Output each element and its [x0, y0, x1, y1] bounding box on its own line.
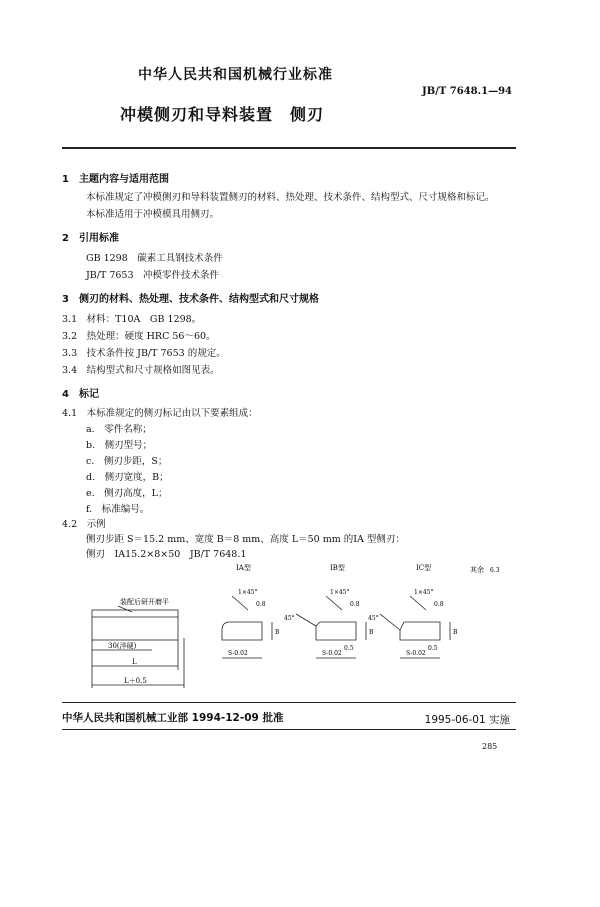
- leader-line: [410, 596, 426, 610]
- dim-L-label: L: [132, 658, 137, 666]
- section-3-heading: 3 侧刃的材料、热处理、技术条件、结构型式和尺寸规格: [62, 294, 319, 305]
- dim-b-ib: B: [369, 629, 374, 636]
- dim-30-label: 30(淬硬): [108, 642, 137, 650]
- item-text: 技术条件按 JB/T 7653 的规定。: [86, 348, 226, 359]
- leader-line: [326, 596, 342, 610]
- list-item: [86, 485, 167, 499]
- dim-s-ib: S-0.02: [322, 650, 342, 657]
- leader-line: [118, 606, 132, 612]
- angle-line: [380, 614, 400, 630]
- type-ic-label: ⅠC型: [416, 564, 432, 572]
- item-number: 3.4: [62, 365, 78, 376]
- type-ib-label: ⅠB型: [330, 564, 345, 572]
- section-1-heading: 1 主题内容与适用范围: [62, 174, 169, 185]
- list-key: d.: [86, 472, 96, 483]
- roughness-ia: 0.8: [256, 601, 266, 608]
- standard-code: JB/T 7648.1—94: [422, 86, 512, 97]
- approval-line: 中华人民共和国机械工业部 1994-12-09 批准: [62, 712, 284, 724]
- example-mark: 侧刃 ⅠA15.2×8×50 JB/T 7648.1: [86, 549, 247, 560]
- list-key: c.: [86, 456, 95, 467]
- example-line: 侧刃步距 S＝15.2 mm、宽度 B＝8 mm、高度 L＝50 mm 的ⅠA 型侧刃：: [86, 534, 405, 545]
- list-value: 零件名称；: [104, 424, 152, 435]
- profile-ia: [222, 622, 262, 640]
- list-item: [86, 421, 152, 435]
- list-value: 标准编号。: [101, 504, 150, 515]
- page-number: 285: [482, 742, 498, 751]
- roughness-ib: 0.8: [350, 601, 360, 608]
- profile-ib: [316, 622, 356, 640]
- issuing-body: 中华人民共和国机械行业标准: [138, 67, 333, 83]
- rest-roughness: 6.3: [490, 567, 500, 574]
- list-key: b.: [86, 440, 96, 451]
- chamfer-ib: 1×45°: [330, 589, 350, 596]
- angle-ic: 45°: [368, 615, 379, 622]
- paragraph-4-2: 4.2 示例: [62, 519, 106, 530]
- list-key: f.: [86, 504, 93, 515]
- section-3-item: [62, 328, 216, 342]
- paragraph-4-1: 4.1 本标准规定的侧刃标记由以下要素组成：: [62, 408, 258, 419]
- list-value: 侧刃型号；: [104, 440, 153, 451]
- angle-ib: 45°: [284, 615, 295, 622]
- section-2-line: GB 1298 碳素工具钢技术条件: [86, 253, 223, 264]
- side-view-body: [92, 610, 178, 640]
- list-value: 侧刃高度，L；: [104, 488, 168, 499]
- footer-rule: [62, 702, 516, 703]
- list-value: 侧刃宽度，B；: [104, 472, 169, 483]
- item-number: 3.2: [62, 331, 78, 342]
- list-item: [86, 469, 169, 483]
- item-text: 热处理：硬度 HRC 56～60。: [86, 331, 216, 342]
- item-text: 材料：T10A GB 1298。: [86, 314, 202, 325]
- implementation-date: 1995-06-01 实施: [424, 714, 510, 726]
- section-3-item: [62, 345, 226, 359]
- section-3-item: [62, 362, 220, 376]
- dim-b-ia: B: [275, 629, 280, 636]
- roughness-ic: 0.8: [434, 601, 444, 608]
- type-ia-label: ⅠA型: [236, 564, 251, 572]
- item-number: 3.1: [62, 314, 78, 325]
- dim-s-ia: S-0.02: [228, 650, 248, 657]
- chamfer-ic: 1×45°: [414, 589, 434, 596]
- item-number: 3.3: [62, 348, 78, 359]
- technical-figure: [0, 560, 600, 710]
- list-key: e.: [86, 488, 95, 499]
- dim-s-ic: S-0.02: [406, 650, 426, 657]
- leader-line: [232, 596, 248, 610]
- list-item: [86, 437, 152, 451]
- item-text: 结构型式和尺寸规格如图见表。: [86, 365, 220, 376]
- chamfer-ia: 1×45°: [238, 589, 258, 596]
- side-view-note: 装配后研开磨平: [120, 598, 169, 606]
- section-2-heading: 2 引用标准: [62, 233, 119, 244]
- profile-ic: [400, 622, 440, 640]
- angle-line: [296, 614, 316, 626]
- list-value: 侧刃步距，S；: [103, 456, 168, 467]
- list-item: [86, 453, 167, 467]
- section-2-line: JB/T 7653 冲模零件技术条件: [86, 270, 220, 281]
- list-key: a.: [86, 424, 95, 435]
- dim-05-ib: 0.5: [344, 645, 354, 652]
- rest-label: 其余: [470, 566, 484, 574]
- section-1-line: 本标准适用于冲模模具用侧刃。: [86, 209, 220, 220]
- section-1-line: 本标准规定了冲模侧刃和导料装置侧刃的材料、热处理、技术条件、结构型式、尺寸规格和标记。: [86, 192, 495, 203]
- header-rule: [62, 147, 516, 149]
- list-item: [86, 501, 149, 515]
- dim-05-ic: 0.5: [428, 645, 438, 652]
- footer-bottom-rule: [62, 729, 516, 730]
- dim-b-ic: B: [453, 629, 458, 636]
- dim-L05-label: L＋0.5: [124, 677, 147, 685]
- section-4-heading: 4 标记: [62, 389, 99, 400]
- document-title: 冲模侧刃和导料装置 侧刃: [120, 105, 325, 124]
- section-3-item: [62, 311, 201, 325]
